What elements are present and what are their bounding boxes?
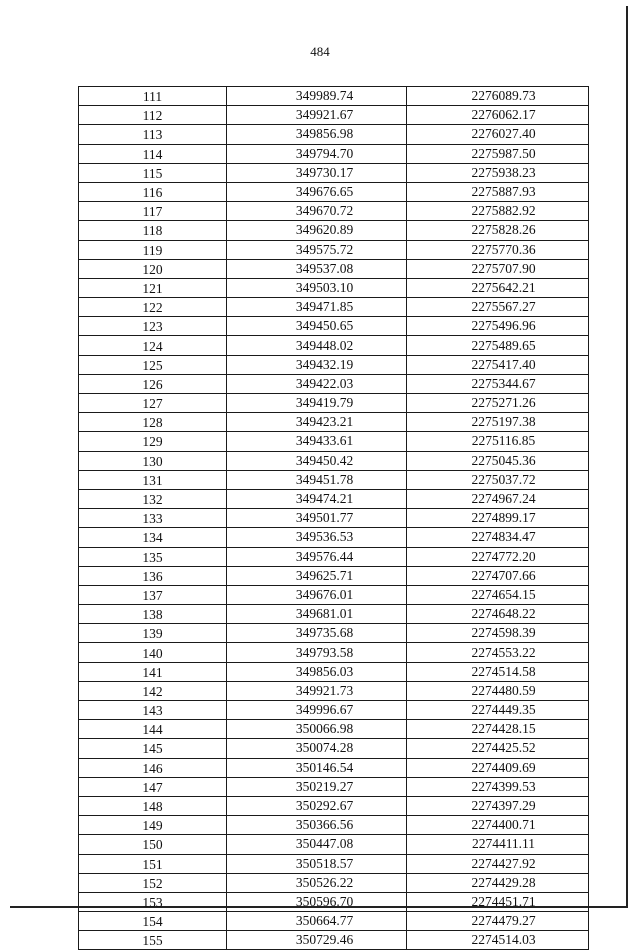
table-row — [79, 912, 589, 931]
y-coordinate-cell: 2275417.40 — [407, 355, 589, 374]
x-coordinate-cell: 349575.72 — [227, 240, 407, 259]
y-coordinate-cell: 2275987.50 — [407, 144, 589, 163]
point-number-cell: 129 — [79, 432, 227, 451]
table-row — [79, 317, 589, 336]
point-number-cell: 146 — [79, 758, 227, 777]
x-coordinate-cell: 349989.74 — [227, 87, 407, 106]
table-row — [79, 394, 589, 413]
table-row — [79, 777, 589, 796]
point-number-cell: 121 — [79, 278, 227, 297]
y-coordinate-cell: 2275496.96 — [407, 317, 589, 336]
x-coordinate-cell: 350292.67 — [227, 796, 407, 815]
table-row — [79, 681, 589, 700]
point-number-cell: 114 — [79, 144, 227, 163]
x-coordinate-cell: 350219.27 — [227, 777, 407, 796]
x-coordinate-cell: 349730.17 — [227, 163, 407, 182]
x-coordinate-cell: 349450.65 — [227, 317, 407, 336]
coordinate-table — [78, 86, 589, 950]
x-coordinate-cell: 349536.53 — [227, 528, 407, 547]
y-coordinate-cell: 2274428.15 — [407, 720, 589, 739]
y-coordinate-cell: 2275197.38 — [407, 413, 589, 432]
table-row — [79, 528, 589, 547]
y-coordinate-cell: 2274399.53 — [407, 777, 589, 796]
table-row — [79, 605, 589, 624]
x-coordinate-cell: 349996.67 — [227, 701, 407, 720]
table-row — [79, 892, 589, 911]
x-coordinate-cell: 349471.85 — [227, 298, 407, 317]
y-coordinate-cell: 2274598.39 — [407, 624, 589, 643]
x-coordinate-cell: 349620.89 — [227, 221, 407, 240]
point-number-cell: 111 — [79, 87, 227, 106]
x-coordinate-cell: 350066.98 — [227, 720, 407, 739]
point-number-cell: 144 — [79, 720, 227, 739]
y-coordinate-cell: 2276027.40 — [407, 125, 589, 144]
x-coordinate-cell: 350447.08 — [227, 835, 407, 854]
table-row — [79, 796, 589, 815]
x-coordinate-cell: 349676.65 — [227, 182, 407, 201]
point-number-cell: 133 — [79, 509, 227, 528]
point-number-cell: 126 — [79, 374, 227, 393]
point-number-cell: 151 — [79, 854, 227, 873]
x-coordinate-cell: 350664.77 — [227, 912, 407, 931]
point-number-cell: 132 — [79, 489, 227, 508]
x-coordinate-cell: 349422.03 — [227, 374, 407, 393]
table-row — [79, 125, 589, 144]
point-number-cell: 145 — [79, 739, 227, 758]
x-coordinate-cell: 349794.70 — [227, 144, 407, 163]
table-row — [79, 873, 589, 892]
y-coordinate-cell: 2274480.59 — [407, 681, 589, 700]
y-coordinate-cell: 2274409.69 — [407, 758, 589, 777]
x-coordinate-cell: 349856.03 — [227, 662, 407, 681]
x-coordinate-cell: 350596.70 — [227, 892, 407, 911]
table-row — [79, 470, 589, 489]
x-coordinate-cell: 349503.10 — [227, 278, 407, 297]
x-coordinate-cell: 349676.01 — [227, 585, 407, 604]
table-row — [79, 489, 589, 508]
table-row — [79, 931, 589, 950]
y-coordinate-cell: 2275938.23 — [407, 163, 589, 182]
point-number-cell: 116 — [79, 182, 227, 201]
x-coordinate-cell: 350146.54 — [227, 758, 407, 777]
x-coordinate-cell: 349419.79 — [227, 394, 407, 413]
point-number-cell: 120 — [79, 259, 227, 278]
table-row — [79, 854, 589, 873]
table-row — [79, 758, 589, 777]
y-coordinate-cell: 2274967.24 — [407, 489, 589, 508]
point-number-cell: 139 — [79, 624, 227, 643]
table-row — [79, 87, 589, 106]
x-coordinate-cell: 349921.67 — [227, 106, 407, 125]
point-number-cell: 117 — [79, 202, 227, 221]
y-coordinate-cell: 2275116.85 — [407, 432, 589, 451]
point-number-cell: 119 — [79, 240, 227, 259]
x-coordinate-cell: 349576.44 — [227, 547, 407, 566]
x-coordinate-cell: 349432.19 — [227, 355, 407, 374]
x-coordinate-cell: 350729.46 — [227, 931, 407, 950]
y-coordinate-cell: 2275344.67 — [407, 374, 589, 393]
table-row — [79, 547, 589, 566]
y-coordinate-cell: 2274514.03 — [407, 931, 589, 950]
y-coordinate-cell: 2274707.66 — [407, 566, 589, 585]
table-row — [79, 662, 589, 681]
table-row — [79, 355, 589, 374]
table-row — [79, 413, 589, 432]
y-coordinate-cell: 2274834.47 — [407, 528, 589, 547]
y-coordinate-cell: 2275045.36 — [407, 451, 589, 470]
y-coordinate-cell: 2275882.92 — [407, 202, 589, 221]
point-number-cell: 115 — [79, 163, 227, 182]
table-row — [79, 585, 589, 604]
y-coordinate-cell: 2274648.22 — [407, 605, 589, 624]
table-row — [79, 182, 589, 201]
point-number-cell: 147 — [79, 777, 227, 796]
point-number-cell: 155 — [79, 931, 227, 950]
page-number: 484 — [310, 44, 330, 59]
y-coordinate-cell: 2275037.72 — [407, 470, 589, 489]
table-row — [79, 163, 589, 182]
table-row — [79, 259, 589, 278]
x-coordinate-cell: 349735.68 — [227, 624, 407, 643]
y-coordinate-cell: 2274449.35 — [407, 701, 589, 720]
point-number-cell: 152 — [79, 873, 227, 892]
table-row — [79, 566, 589, 585]
y-coordinate-cell: 2274425.52 — [407, 739, 589, 758]
x-coordinate-cell: 349423.21 — [227, 413, 407, 432]
x-coordinate-cell: 349670.72 — [227, 202, 407, 221]
table-row — [79, 106, 589, 125]
table-row — [79, 451, 589, 470]
point-number-cell: 123 — [79, 317, 227, 336]
point-number-cell: 138 — [79, 605, 227, 624]
point-number-cell: 150 — [79, 835, 227, 854]
x-coordinate-cell: 350526.22 — [227, 873, 407, 892]
coordinate-table-container — [78, 86, 588, 950]
x-coordinate-cell: 349433.61 — [227, 432, 407, 451]
point-number-cell: 128 — [79, 413, 227, 432]
point-number-cell: 154 — [79, 912, 227, 931]
x-coordinate-cell: 350366.56 — [227, 816, 407, 835]
x-coordinate-cell: 349474.21 — [227, 489, 407, 508]
y-coordinate-cell: 2274400.71 — [407, 816, 589, 835]
point-number-cell: 141 — [79, 662, 227, 681]
x-coordinate-cell: 349448.02 — [227, 336, 407, 355]
y-coordinate-cell: 2274411.11 — [407, 835, 589, 854]
point-number-cell: 148 — [79, 796, 227, 815]
y-coordinate-cell: 2275489.65 — [407, 336, 589, 355]
point-number-cell: 131 — [79, 470, 227, 489]
table-row — [79, 816, 589, 835]
point-number-cell: 136 — [79, 566, 227, 585]
table-row — [79, 298, 589, 317]
point-number-cell: 143 — [79, 701, 227, 720]
y-coordinate-cell: 2275271.26 — [407, 394, 589, 413]
x-coordinate-cell: 349625.71 — [227, 566, 407, 585]
y-coordinate-cell: 2276062.17 — [407, 106, 589, 125]
y-coordinate-cell: 2274451.71 — [407, 892, 589, 911]
table-row — [79, 720, 589, 739]
point-number-cell: 112 — [79, 106, 227, 125]
table-row — [79, 739, 589, 758]
point-number-cell: 134 — [79, 528, 227, 547]
y-coordinate-cell: 2274514.58 — [407, 662, 589, 681]
x-coordinate-cell: 349681.01 — [227, 605, 407, 624]
point-number-cell: 137 — [79, 585, 227, 604]
y-coordinate-cell: 2274553.22 — [407, 643, 589, 662]
x-coordinate-cell: 349450.42 — [227, 451, 407, 470]
point-number-cell: 130 — [79, 451, 227, 470]
y-coordinate-cell: 2274899.17 — [407, 509, 589, 528]
table-row — [79, 336, 589, 355]
table-row — [79, 144, 589, 163]
y-coordinate-cell: 2274479.27 — [407, 912, 589, 931]
x-coordinate-cell: 349451.78 — [227, 470, 407, 489]
table-row — [79, 643, 589, 662]
table-row — [79, 624, 589, 643]
y-coordinate-cell: 2274397.29 — [407, 796, 589, 815]
table-row — [79, 374, 589, 393]
table-row — [79, 202, 589, 221]
table-row — [79, 509, 589, 528]
y-coordinate-cell: 2275707.90 — [407, 259, 589, 278]
x-coordinate-cell: 349537.08 — [227, 259, 407, 278]
point-number-cell: 140 — [79, 643, 227, 662]
x-coordinate-cell: 350518.57 — [227, 854, 407, 873]
point-number-cell: 118 — [79, 221, 227, 240]
table-row — [79, 701, 589, 720]
table-row — [79, 835, 589, 854]
y-coordinate-cell: 2275770.36 — [407, 240, 589, 259]
point-number-cell: 142 — [79, 681, 227, 700]
point-number-cell: 124 — [79, 336, 227, 355]
table-row — [79, 432, 589, 451]
y-coordinate-cell: 2275887.93 — [407, 182, 589, 201]
point-number-cell: 122 — [79, 298, 227, 317]
table-row — [79, 221, 589, 240]
y-coordinate-cell: 2274654.15 — [407, 585, 589, 604]
x-coordinate-cell: 349793.58 — [227, 643, 407, 662]
point-number-cell: 127 — [79, 394, 227, 413]
y-coordinate-cell: 2275828.26 — [407, 221, 589, 240]
point-number-cell: 135 — [79, 547, 227, 566]
x-coordinate-cell: 349921.73 — [227, 681, 407, 700]
point-number-cell: 149 — [79, 816, 227, 835]
x-coordinate-cell: 349501.77 — [227, 509, 407, 528]
y-coordinate-cell: 2275642.21 — [407, 278, 589, 297]
point-number-cell: 125 — [79, 355, 227, 374]
x-coordinate-cell: 350074.28 — [227, 739, 407, 758]
table-row — [79, 278, 589, 297]
y-coordinate-cell: 2274772.20 — [407, 547, 589, 566]
table-row — [79, 240, 589, 259]
y-coordinate-cell: 2276089.73 — [407, 87, 589, 106]
y-coordinate-cell: 2274429.28 — [407, 873, 589, 892]
x-coordinate-cell: 349856.98 — [227, 125, 407, 144]
coordinate-table-body — [79, 87, 589, 950]
point-number-cell: 113 — [79, 125, 227, 144]
y-coordinate-cell: 2274427.92 — [407, 854, 589, 873]
point-number-cell: 153 — [79, 892, 227, 911]
y-coordinate-cell: 2275567.27 — [407, 298, 589, 317]
